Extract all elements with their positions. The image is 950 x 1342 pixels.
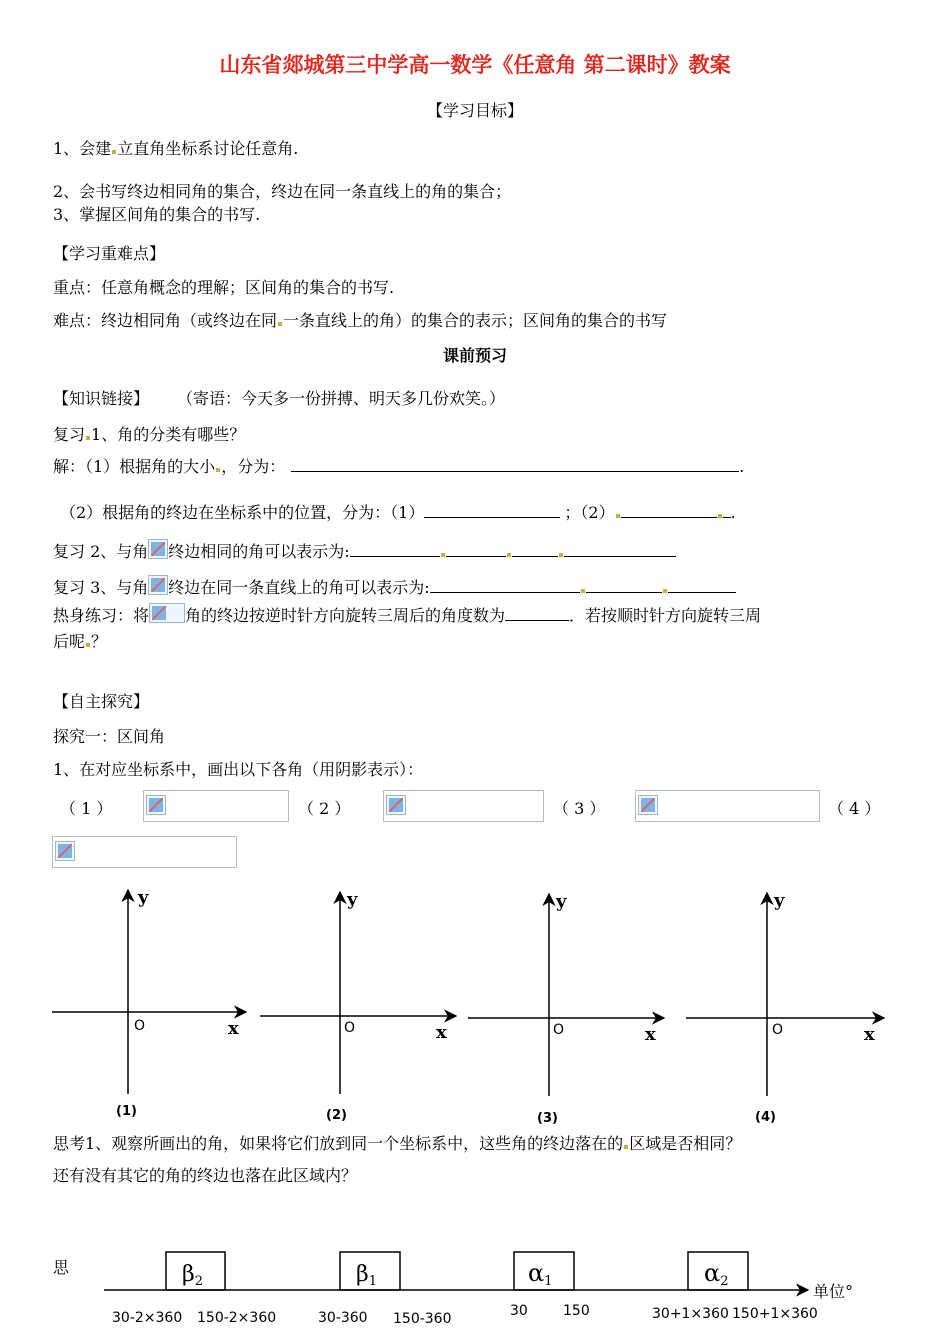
y-label: y (138, 887, 149, 908)
review-1: 复习 1、角的分类有哪些？ (53, 425, 246, 444)
label-alpha2: α2 (704, 1259, 729, 1289)
label-beta1: β1 (356, 1262, 377, 1289)
axes-4 (686, 890, 884, 1125)
x-label: x (436, 1022, 447, 1043)
draw-task: 1、在对应坐标系中，画出以下各角（用阴影表示）： (53, 760, 424, 779)
tick-label: 150+1×360 (732, 1306, 818, 1322)
tick-label: 150-360 (393, 1311, 452, 1327)
tick-label: 150-2×360 (197, 1310, 277, 1326)
section-preview: 课前预习 (442, 346, 507, 365)
review-3: 复习 3、与角 终边在同一条直线上的角可以表示为: (53, 575, 736, 598)
knowledge-link: 【知识链接】 （寄语：今天多一份拼搏、明天多几份欢笑。） (53, 389, 506, 408)
section-goals: 【学习目标】 (426, 101, 523, 120)
axes-caption-2: (2) (326, 1108, 347, 1123)
axes-caption-4: (4) (755, 1110, 776, 1125)
origin-label: O (772, 1022, 784, 1038)
goal-3: 3、掌握区间角的集合的书写. (53, 205, 261, 224)
warm-up-cont: 后呢 ？ (53, 632, 108, 651)
y-label: y (347, 889, 358, 910)
x-label: x (645, 1024, 656, 1045)
review-2: 复习 2、与角 终边相同的角可以表示为: (53, 539, 676, 562)
marker-dot (624, 1145, 628, 1149)
axes-caption-3: (3) (537, 1111, 558, 1126)
axes-2 (260, 889, 456, 1123)
origin-label: O (134, 1018, 146, 1034)
goal-2: 2、会书写终边相同角的集合，终边在同一条直线上的角的集合； (53, 182, 512, 201)
think-1: 思考1、观察所画出的角，如果将它们放到同一个坐标系中，这些角的终边落在的 区域是否相同？ (53, 1134, 742, 1153)
item-label-2: （ 2 ） (298, 799, 351, 818)
tick-label: 150 (563, 1303, 590, 1319)
origin-label: O (553, 1022, 565, 1038)
answer-1: 解：（1）根据角的大小 ，分为： . (53, 457, 745, 476)
origin-label: O (344, 1020, 356, 1036)
tick-label: 30 (510, 1303, 528, 1319)
y-label: y (774, 890, 785, 911)
axes-caption-1: (1) (116, 1104, 137, 1119)
think-2: 思 (53, 1258, 70, 1277)
difficult-point: 难点：终边相同角（或终边在同 一条直线上的角）的集合的表示；区间角的集合的书写 (53, 311, 668, 330)
number-line (104, 1252, 853, 1327)
tick-label: 30+1×360 (652, 1306, 729, 1322)
answer-2: （2）根据角的终边在坐标系中的位置，分为：（1） ；（2） . (60, 503, 736, 522)
page-title: 山东省郯城第三中学高一数学《任意角 第二课时》教案 (219, 52, 731, 77)
tick-label: 30-2×360 (112, 1310, 183, 1326)
item-label-3: （ 3 ） (553, 799, 606, 818)
x-label: x (864, 1024, 875, 1045)
y-label: y (556, 891, 567, 912)
unit-label: 单位° (813, 1282, 854, 1301)
axes-1 (52, 887, 246, 1119)
item-label-1: （ 1 ） (60, 799, 113, 818)
item-label-4: （ 4 ） (828, 799, 881, 818)
key-point: 重点：任意角概念的理解；区间角的集合的书写. (53, 278, 395, 297)
label-alpha1: α1 (528, 1259, 553, 1289)
axes-3 (468, 891, 664, 1126)
explore-1: 探究一：区间角 (53, 727, 166, 746)
section-explore: 【自主探究】 (53, 692, 150, 711)
x-label: x (228, 1018, 239, 1039)
warm-up: 热身练习：将 角的终边按逆时针方向旋转三周后的角度数为 ．若按顺时针方向旋转三周 (53, 603, 761, 626)
label-beta2: β2 (182, 1262, 203, 1289)
goal-1: 1、会建 立直角坐标系讨论任意角. (53, 139, 299, 158)
think-1-cont: 还有没有其它的角的终边也落在此区域内？ (53, 1166, 358, 1185)
tick-label: 30-360 (318, 1310, 368, 1326)
section-key-points: 【学习重难点】 (53, 244, 166, 263)
